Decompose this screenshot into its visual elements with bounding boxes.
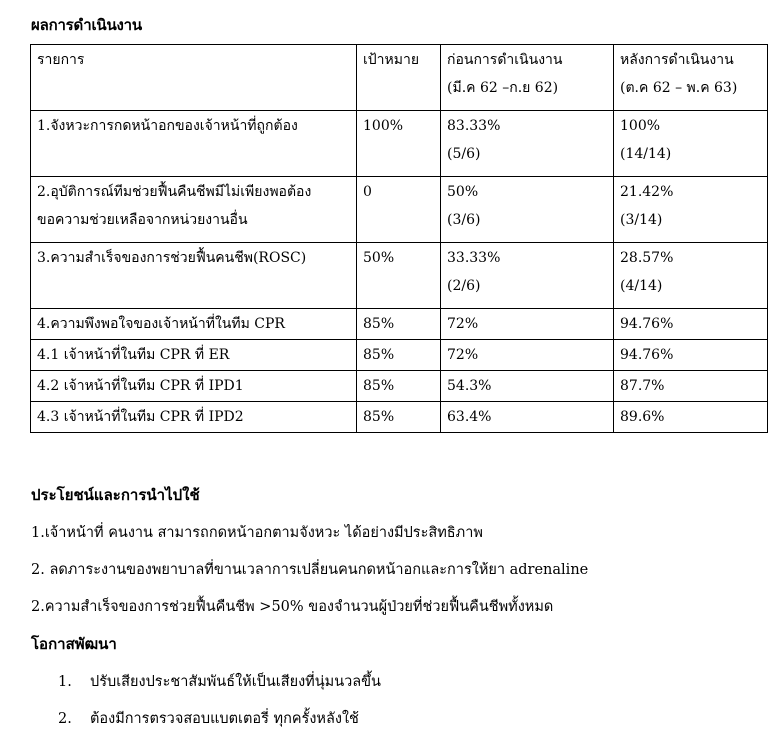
row-target: 100% bbox=[357, 111, 441, 177]
benefits-heading: ประโยชน์และการนำไปใช้ bbox=[31, 486, 200, 504]
row-target: 0 bbox=[357, 177, 441, 243]
development-item-2 bbox=[58, 707, 359, 730]
row-item: 3.ความสำเร็จของการช่วยฟื้นคนชีพ(ROSC) bbox=[31, 243, 357, 309]
row-after: 21.42% (3/14) bbox=[614, 177, 768, 243]
row-before: 72% bbox=[441, 309, 614, 340]
page-title: ผลการดำเนินงาน bbox=[31, 16, 142, 34]
row-item: 1.จังหวะการกดหน้าอกของเจ้าหน้าที่ถูกต้อง bbox=[31, 111, 357, 177]
row-target: 85% bbox=[357, 340, 441, 371]
benefit-item-1: 1.เจ้าหน้าที่ คนงาน สามารถกดหน้าอกตามจังหวะ ได้อย่างมีประสิทธิภาพ bbox=[31, 525, 483, 541]
list-number: 2. bbox=[58, 711, 72, 727]
row-before: 72% bbox=[441, 340, 614, 371]
row-after: 89.6% bbox=[614, 402, 768, 433]
benefit-item-2: 2. ลดภาระงานของพยาบาลที่ขานเวลาการเปลี่ยนคนกดหน้าอกและการให้ยา adrenaline bbox=[31, 562, 589, 578]
header-before: ก่อนการดำเนินงาน (มี.ค 62 –ก.ย 62) bbox=[441, 45, 614, 111]
results-table bbox=[30, 44, 768, 433]
header-item: รายการ bbox=[31, 45, 357, 111]
row-before: 50% (3/6) bbox=[441, 177, 614, 243]
benefit-item-3: 2.ความสำเร็จของการช่วยฟื้นคืนชีพ >50% ของจำนวนผู้ป่วยที่ช่วยฟื้นคืนชีพทั้งหมด bbox=[31, 599, 554, 615]
row-after: 28.57% (4/14) bbox=[614, 243, 768, 309]
row-item: 4.3 เจ้าหน้าที่ในทีม CPR ที่ IPD2 bbox=[31, 402, 357, 433]
table-row bbox=[31, 340, 768, 371]
table-row bbox=[31, 111, 768, 177]
list-text: ปรับเสียงประชาสัมพันธ์ให้เป็นเสียงที่นุ่มนวลขึ้น bbox=[90, 674, 381, 690]
row-before: 83.33% (5/6) bbox=[441, 111, 614, 177]
row-before: 63.4% bbox=[441, 402, 614, 433]
row-after: 94.76% bbox=[614, 309, 768, 340]
row-target: 85% bbox=[357, 371, 441, 402]
row-item: 4.1 เจ้าหน้าที่ในทีม CPR ที่ ER bbox=[31, 340, 357, 371]
row-item: 4.2 เจ้าหน้าที่ในทีม CPR ที่ IPD1 bbox=[31, 371, 357, 402]
table-header-row bbox=[31, 45, 768, 111]
row-after: 87.7% bbox=[614, 371, 768, 402]
row-after: 100% (14/14) bbox=[614, 111, 768, 177]
list-number: 1. bbox=[58, 674, 72, 690]
row-item: 4.ความพึงพอใจของเจ้าหน้าที่ในทีม CPR bbox=[31, 309, 357, 340]
table-row bbox=[31, 177, 768, 243]
row-item: 2.อุบัติการณ์ทีมช่วยฟื้นคืนชีพมีไม่เพียงพอต้อง ขอความช่วยเหลือจากหน่วยงานอื่น bbox=[31, 177, 357, 243]
row-target: 50% bbox=[357, 243, 441, 309]
table-row bbox=[31, 371, 768, 402]
list-text: ต้องมีการตรวจสอบแบตเตอรี่ ทุกครั้งหลังใช้ bbox=[90, 711, 359, 727]
table-row bbox=[31, 402, 768, 433]
table-row bbox=[31, 309, 768, 340]
table-row bbox=[31, 243, 768, 309]
development-item-1 bbox=[58, 670, 381, 693]
header-target: เป้าหมาย bbox=[357, 45, 441, 111]
row-target: 85% bbox=[357, 402, 441, 433]
row-before: 33.33% (2/6) bbox=[441, 243, 614, 309]
row-target: 85% bbox=[357, 309, 441, 340]
row-after: 94.76% bbox=[614, 340, 768, 371]
development-heading: โอกาสพัฒนา bbox=[31, 635, 117, 653]
row-before: 54.3% bbox=[441, 371, 614, 402]
header-after: หลังการดำเนินงาน (ต.ค 62 – พ.ค 63) bbox=[614, 45, 768, 111]
